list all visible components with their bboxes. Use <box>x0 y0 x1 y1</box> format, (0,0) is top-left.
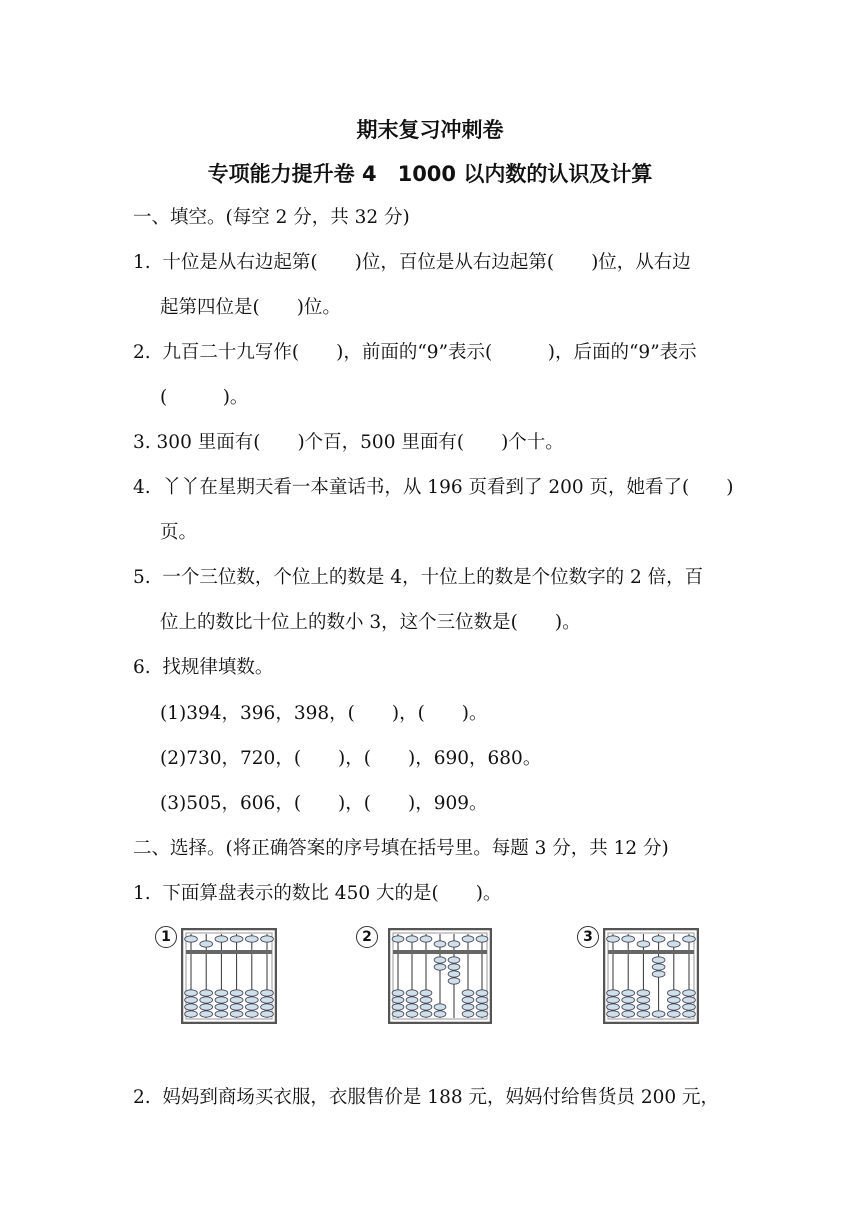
question-4-line-2: 页。 <box>160 522 198 543</box>
abacus-bead <box>462 936 474 942</box>
abacus-bead <box>245 936 258 942</box>
abacus-bead <box>215 1011 228 1017</box>
question-1-line-1: 1. 十位是从右边起第( )位，百位是从右边起第( )位，从右边 <box>133 252 691 273</box>
question-6-part-2: (2)730，720，( )，( )，690，680。 <box>160 748 542 769</box>
abacus-bead <box>261 1011 274 1017</box>
abacus-bead <box>622 1011 635 1017</box>
abacus-bead <box>420 1004 432 1010</box>
abacus-bead <box>637 997 650 1003</box>
question-4-line-1: 4. 丫丫在星期天看一本童话书，从 196 页看到了 200 页，她看了( ) <box>133 477 734 498</box>
abacus-bead <box>185 990 198 996</box>
abacus-bead <box>607 1004 620 1010</box>
abacus-bead <box>215 1004 228 1010</box>
abacus-bead <box>434 1011 446 1017</box>
abacus-bead <box>683 990 696 996</box>
abacus-bead <box>462 990 474 996</box>
abacus-bead <box>434 964 446 970</box>
abacus-bead <box>420 1011 432 1017</box>
abacus-bead <box>420 990 432 996</box>
abacus-bead <box>215 936 228 942</box>
abacus-beam <box>608 950 694 954</box>
abacus-bead <box>392 990 404 996</box>
choice-question-2-line-1: 2. 妈妈到商场买衣服，衣服售价是 188 元，妈妈付给售货员 200 元， <box>133 1087 720 1108</box>
abacus-bead <box>637 1011 650 1017</box>
abacus-bead <box>683 1011 696 1017</box>
abacus-bead <box>667 997 680 1003</box>
question-5-line-2: 位上的数比十位上的数小 3，这个三位数是( )。 <box>160 612 581 633</box>
abacus-beam <box>186 950 272 954</box>
abacus-bead <box>261 990 274 996</box>
abacus-bead <box>261 1004 274 1010</box>
abacus-bead <box>434 957 446 963</box>
abacus-bead <box>637 990 650 996</box>
abacus-bead <box>667 990 680 996</box>
abacus-bead <box>448 971 460 977</box>
abacus-bead <box>200 997 213 1003</box>
question-1-line-2: 起第四位是( )位。 <box>160 297 341 318</box>
abacus-bead <box>652 971 665 977</box>
abacus-bead <box>607 1011 620 1017</box>
abacus-bead <box>448 941 460 947</box>
abacus-bead <box>448 978 460 984</box>
abacus-bead <box>420 997 432 1003</box>
abacus-bead <box>215 990 228 996</box>
abacus-bead <box>245 1004 258 1010</box>
abacus-figure <box>388 928 492 1024</box>
page-subtitle: 专项能力提升卷 4 1000 以内数的认识及计算 <box>207 162 653 186</box>
abacus-bead <box>185 1011 198 1017</box>
abacus-bead <box>406 1011 418 1017</box>
abacus-bead <box>230 1011 243 1017</box>
abacus-bead <box>667 941 680 947</box>
abacus-bead <box>434 941 446 947</box>
choice-question-1: 1. 下面算盘表示的数比 450 大的是( )。 <box>133 883 502 904</box>
abacus-bead <box>230 997 243 1003</box>
abacus-figure <box>181 928 277 1024</box>
option-number: 3 <box>577 926 599 948</box>
abacus-bead <box>392 1004 404 1010</box>
abacus-bead <box>476 936 488 942</box>
abacus-bead <box>667 1004 680 1010</box>
abacus-bead <box>622 997 635 1003</box>
abacus-bead <box>462 1004 474 1010</box>
question-6: 6. 找规律填数。 <box>133 657 274 678</box>
abacus-bead <box>652 936 665 942</box>
abacus-bead <box>622 990 635 996</box>
abacus-bead <box>448 964 460 970</box>
abacus-bead <box>261 997 274 1003</box>
section-2-heading: 二、选择。(将正确答案的序号填在括号里。每题 3 分，共 12 分) <box>133 838 669 859</box>
abacus-bead <box>230 936 243 942</box>
abacus-bead <box>245 997 258 1003</box>
abacus-bead <box>185 936 198 942</box>
abacus-bead <box>462 997 474 1003</box>
abacus-bead <box>476 1011 488 1017</box>
abacus-bead <box>200 1004 213 1010</box>
abacus-bead <box>406 990 418 996</box>
abacus-bead <box>200 941 213 947</box>
abacus-bead <box>652 957 665 963</box>
question-2-line-1: 2. 九百二十九写作( )，前面的“9”表示( )，后面的“9”表示 <box>133 342 697 363</box>
question-3: 3. 300 里面有( )个百，500 里面有( )个十。 <box>133 432 564 453</box>
abacus-bead <box>622 936 635 942</box>
abacus-bead <box>462 1011 474 1017</box>
abacus-bead <box>420 936 432 942</box>
question-5-line-1: 5. 一个三位数，个位上的数是 4，十位上的数是个位数字的 2 倍，百 <box>133 567 704 588</box>
abacus-bead <box>230 990 243 996</box>
abacus-bead <box>622 1004 635 1010</box>
abacus-figure <box>603 928 699 1024</box>
abacus-bead <box>245 990 258 996</box>
question-6-part-3: (3)505，606，( )，( )，909。 <box>160 793 488 814</box>
abacus-bead <box>652 964 665 970</box>
abacus-bead <box>683 1004 696 1010</box>
abacus-bead <box>261 936 274 942</box>
abacus-bead <box>667 1011 680 1017</box>
option-number: 2 <box>356 926 378 948</box>
question-2-line-2: ( )。 <box>160 387 249 408</box>
abacus-bead <box>185 997 198 1003</box>
abacus-bead <box>200 1011 213 1017</box>
abacus-bead <box>434 1004 446 1010</box>
abacus-bead <box>392 1011 404 1017</box>
abacus-bead <box>185 1004 198 1010</box>
abacus-bead <box>245 1011 258 1017</box>
abacus-bead <box>652 1011 665 1017</box>
abacus-beam <box>393 950 487 954</box>
abacus-bead <box>476 990 488 996</box>
abacus-bead <box>392 997 404 1003</box>
abacus-bead <box>230 1004 243 1010</box>
abacus-bead <box>607 997 620 1003</box>
abacus-bead <box>637 941 650 947</box>
abacus-bead <box>683 997 696 1003</box>
abacus-bead <box>448 957 460 963</box>
abacus-bead <box>476 1004 488 1010</box>
abacus-bead <box>215 997 228 1003</box>
abacus-bead <box>200 990 213 996</box>
section-1-heading: 一、填空。(每空 2 分，共 32 分) <box>133 207 410 228</box>
abacus-bead <box>406 997 418 1003</box>
abacus-bead <box>406 1004 418 1010</box>
page-title: 期末复习冲刺卷 <box>356 118 504 142</box>
abacus-bead <box>476 997 488 1003</box>
abacus-bead <box>607 936 620 942</box>
option-number: 1 <box>155 926 177 948</box>
abacus-bead <box>607 990 620 996</box>
abacus-bead <box>637 1004 650 1010</box>
abacus-bead <box>683 936 696 942</box>
abacus-bead <box>392 936 404 942</box>
abacus-bead <box>406 936 418 942</box>
question-6-part-1: (1)394，396，398，( )，( )。 <box>160 703 488 724</box>
